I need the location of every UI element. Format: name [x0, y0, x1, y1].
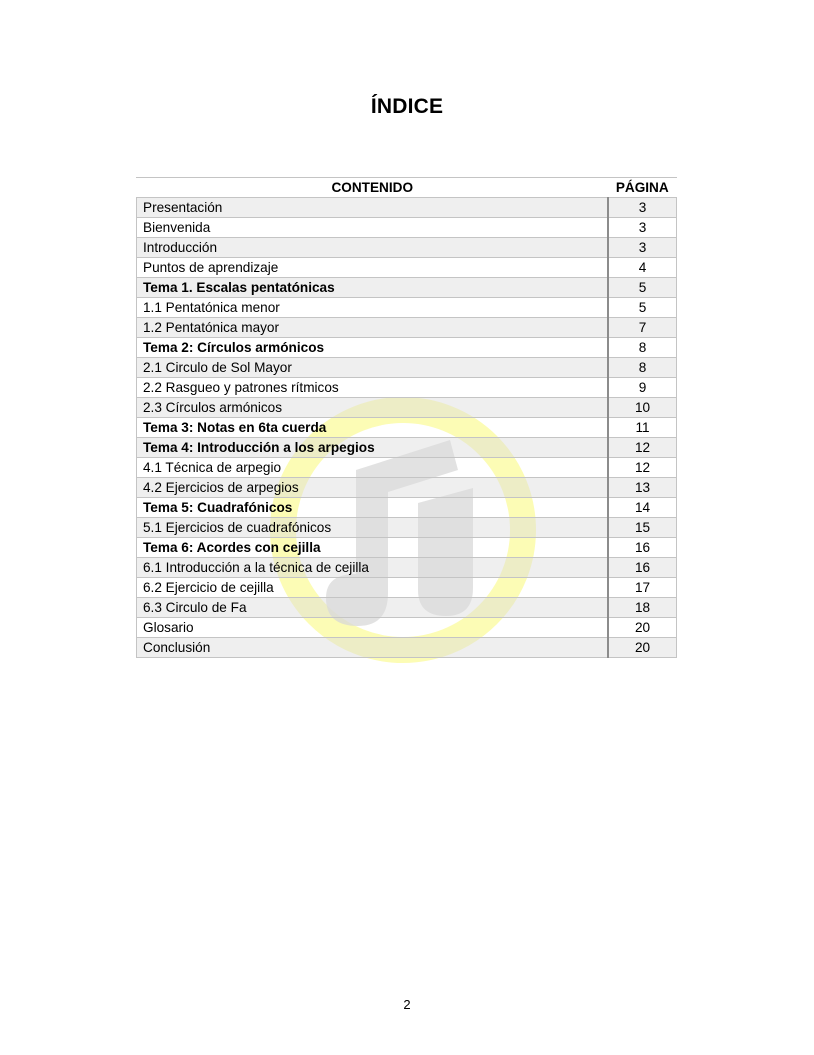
toc-entry-label: Tema 3: Notas en 6ta cuerda [137, 418, 609, 438]
toc-entry-page: 20 [608, 638, 677, 658]
toc-row [137, 598, 677, 618]
toc-row [137, 638, 677, 658]
toc-row [137, 358, 677, 378]
toc-row [137, 498, 677, 518]
toc-row [137, 258, 677, 278]
toc-row [137, 438, 677, 458]
toc-row [137, 618, 677, 638]
toc-entry-label: Tema 1. Escalas pentatónicas [137, 278, 609, 298]
toc-entry-page: 5 [608, 298, 677, 318]
toc-entry-label: 1.1 Pentatónica menor [137, 298, 609, 318]
toc-row [137, 198, 677, 218]
toc-row [137, 318, 677, 338]
toc-entry-label: Presentación [137, 198, 609, 218]
toc-entry-label: Conclusión [137, 638, 609, 658]
toc-entry-page: 9 [608, 378, 677, 398]
toc-entry-label: 1.2 Pentatónica mayor [137, 318, 609, 338]
toc-entry-page: 3 [608, 238, 677, 258]
toc-entry-label: Puntos de aprendizaje [137, 258, 609, 278]
toc-entry-page: 15 [608, 518, 677, 538]
toc-header-row [137, 178, 677, 198]
toc-entry-page: 12 [608, 438, 677, 458]
toc-table [136, 177, 677, 658]
toc-row [137, 458, 677, 478]
toc-row [137, 298, 677, 318]
toc-entry-label: 4.1 Técnica de arpegio [137, 458, 609, 478]
toc-entry-label: 4.2 Ejercicios de arpegios [137, 478, 609, 498]
toc-entry-page: 16 [608, 538, 677, 558]
toc-row [137, 578, 677, 598]
toc-entry-label: Tema 6: Acordes con cejilla [137, 538, 609, 558]
toc-entry-label: Introducción [137, 238, 609, 258]
toc-entry-label: 6.3 Circulo de Fa [137, 598, 609, 618]
toc-row [137, 558, 677, 578]
toc-row [137, 418, 677, 438]
toc-entry-label: 2.3 Círculos armónicos [137, 398, 609, 418]
toc-entry-label: Bienvenida [137, 218, 609, 238]
header-page: PÁGINA [608, 178, 677, 198]
toc-row [137, 338, 677, 358]
toc-entry-label: 6.1 Introducción a la técnica de cejilla [137, 558, 609, 578]
toc-entry-label: 2.1 Circulo de Sol Mayor [137, 358, 609, 378]
toc-row [137, 538, 677, 558]
toc-row [137, 518, 677, 538]
toc-row [137, 398, 677, 418]
toc-entry-page: 17 [608, 578, 677, 598]
toc-entry-label: Tema 2: Círculos armónicos [137, 338, 609, 358]
toc-row [137, 218, 677, 238]
toc-row [137, 478, 677, 498]
toc-body [137, 198, 677, 658]
toc-entry-page: 13 [608, 478, 677, 498]
toc-entry-label: 5.1 Ejercicios de cuadrafónicos [137, 518, 609, 538]
toc-entry-page: 10 [608, 398, 677, 418]
toc-entry-page: 12 [608, 458, 677, 478]
toc-entry-page: 11 [608, 418, 677, 438]
toc-entry-page: 8 [608, 338, 677, 358]
toc-entry-label: 6.2 Ejercicio de cejilla [137, 578, 609, 598]
page-number: 2 [403, 997, 411, 1012]
toc-entry-page: 3 [608, 198, 677, 218]
toc-entry-page: 4 [608, 258, 677, 278]
toc-entry-page: 14 [608, 498, 677, 518]
toc-entry-page: 7 [608, 318, 677, 338]
toc-row [137, 278, 677, 298]
toc-entry-label: 2.2 Rasgueo y patrones rítmicos [137, 378, 609, 398]
page-title: ÍNDICE [370, 95, 444, 118]
toc-entry-page: 5 [608, 278, 677, 298]
toc-entry-label: Tema 5: Cuadrafónicos [137, 498, 609, 518]
toc-entry-page: 3 [608, 218, 677, 238]
toc-entry-label: Tema 4: Introducción a los arpegios [137, 438, 609, 458]
toc-entry-label: Glosario [137, 618, 609, 638]
toc-entry-page: 20 [608, 618, 677, 638]
toc-entry-page: 18 [608, 598, 677, 618]
header-content: CONTENIDO [137, 178, 609, 198]
toc-entry-page: 16 [608, 558, 677, 578]
toc-entry-page: 8 [608, 358, 677, 378]
toc-row [137, 378, 677, 398]
toc-row [137, 238, 677, 258]
